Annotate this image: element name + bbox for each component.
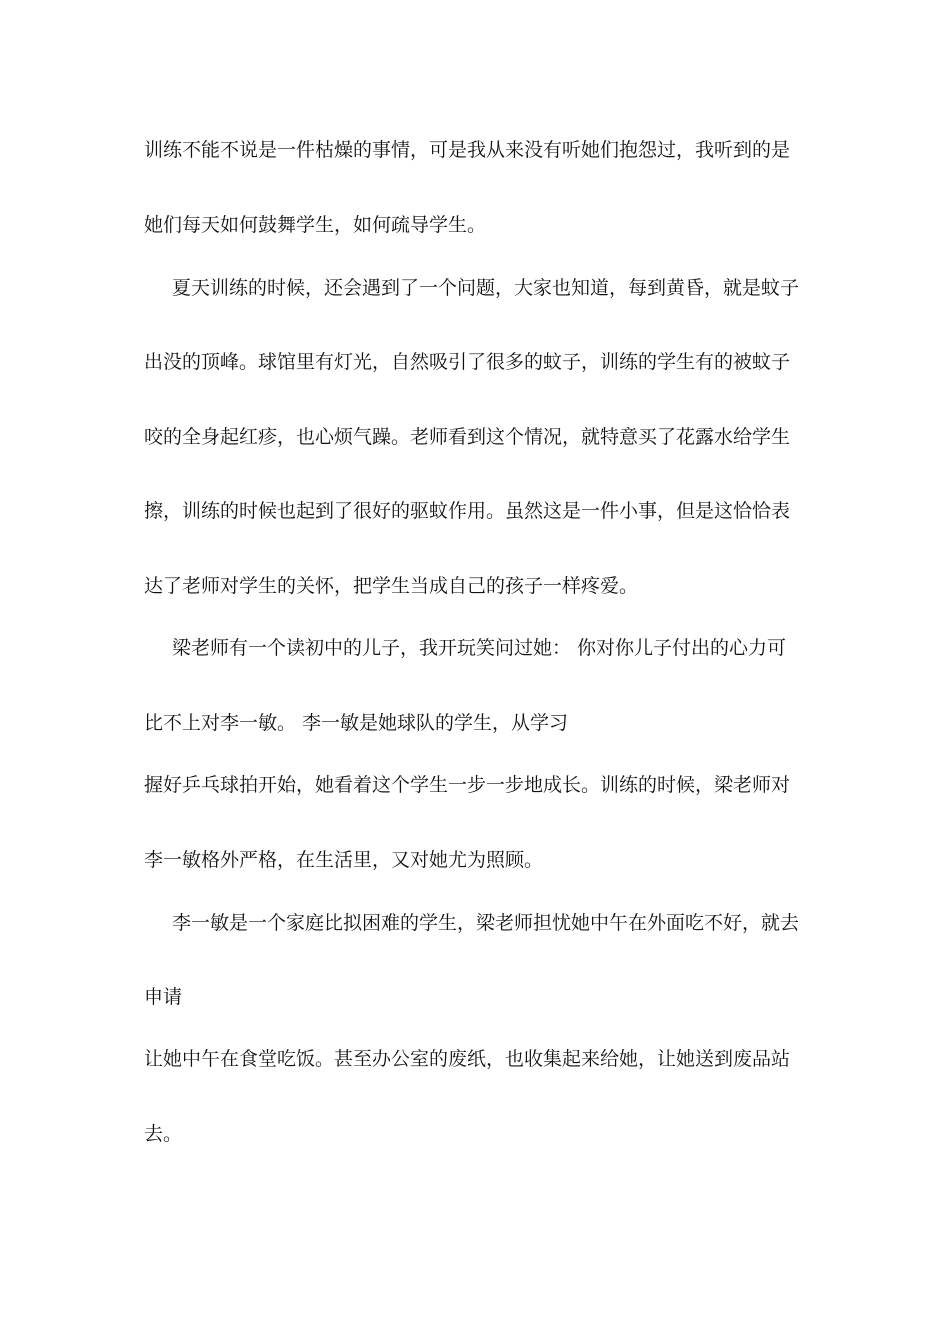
paragraph-line: 让她中午在食堂吃饭。甚至办公室的废纸，也收集起来给她，让她送到废品站 <box>144 1048 791 1070</box>
paragraph-line: 比不上对李一敏。 李一敏是她球队的学生，从学习 <box>144 712 569 734</box>
paragraph-line: 去。 <box>144 1123 183 1145</box>
paragraph-line: 梁老师有一个读初中的儿子，我开玩笑问过她： 你对你儿子付出的心力可 <box>172 637 787 659</box>
paragraph-line: 出没的顶峰。球馆里有灯光，自然吸引了很多的蚊子，训练的学生有的被蚊子 <box>144 351 791 373</box>
paragraph-line: 她们每天如何鼓舞学生，如何疏导学生。 <box>144 214 487 236</box>
paragraph-line: 达了老师对学生的关怀，把学生当成自己的孩子一样疼爱。 <box>144 575 639 597</box>
paragraph-line: 训练不能不说是一件枯燥的事情，可是我从来没有听她们抱怨过，我听到的是 <box>144 139 791 161</box>
paragraph-line: 握好乒乓球拍开始，她看着这个学生一步一步地成长。训练的时候，梁老师对 <box>144 774 791 796</box>
paragraph-line: 夏天训练的时候，还会遇到了一个问题，大家也知道，每到黄昏，就是蚊子 <box>172 277 800 299</box>
paragraph-line: 李一敏格外严格，在生活里，又对她尤为照顾。 <box>144 849 544 871</box>
paragraph-line: 咬的全身起红疹，也心烦气躁。老师看到这个情况，就特意买了花露水给学生 <box>144 426 791 448</box>
paragraph-line: 李一敏是一个家庭比拟困难的学生，梁老师担忧她中午在外面吃不好，就去 <box>172 912 800 934</box>
paragraph-line: 申请 <box>144 986 183 1008</box>
paragraph-line: 擦，训练的时候也起到了很好的驱蚊作用。虽然这是一件小事，但是这恰恰表 <box>144 500 791 522</box>
